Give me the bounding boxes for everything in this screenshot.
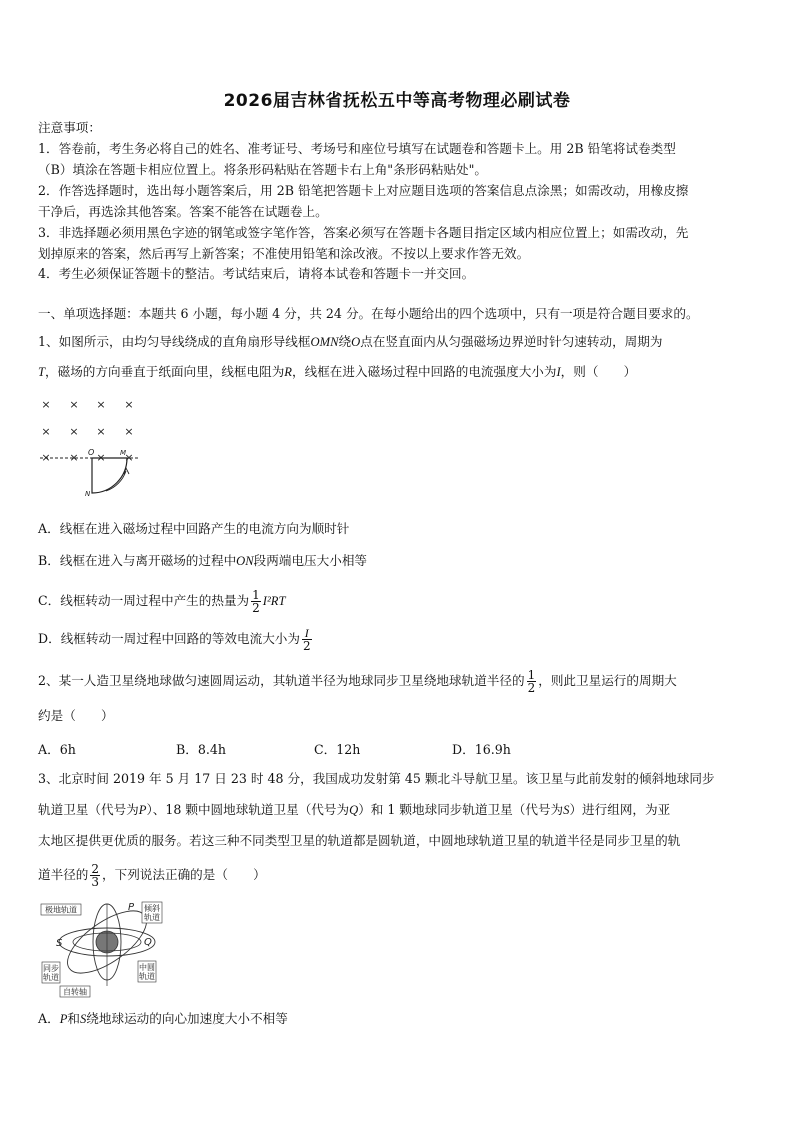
q1-stem-line2 [38, 364, 758, 380]
fraction-denominator: 2 [527, 681, 536, 695]
q1-text: 绕 [338, 334, 352, 349]
magnetic-field-cross: × [69, 398, 79, 411]
fraction-numerator: I [302, 627, 312, 640]
q1-formula: I²RT [262, 594, 286, 608]
sync-orbit-label: 轨道 [43, 973, 59, 982]
q1-option-d [38, 626, 758, 652]
fraction [90, 863, 100, 888]
q3-option-a-text: 绕地球运动的向心加速度大小不相等 [86, 1011, 288, 1026]
q1-text: ，则（ ） [560, 364, 637, 379]
q1-var-o: O [351, 335, 361, 349]
fraction-numerator: 2 [91, 862, 100, 876]
q1-option-d-text: D．线框转动一周过程中回路的等效电流大小为 [38, 631, 300, 646]
fraction-numerator: 1 [527, 668, 536, 682]
q3-orbit-figure [40, 898, 175, 1000]
notice-item-3: 3．非选择题必须用黑色字迹的钢笔或签字笔作答，答案必须写在答题卡各题目指定区域内相应位置上；如需改动，先 [38, 225, 689, 240]
mid-orbit-label: 轨道 [139, 972, 155, 981]
q3-text: ，下列说法正确的是（ ） [102, 867, 266, 882]
q2-text: 2、某一人造卫星绕地球做匀速圆周运动，其轨道半径为地球同步卫星绕地球轨道半径的 [38, 673, 525, 688]
q2-option-c: C．12h [314, 742, 361, 757]
satellite-q-label: Q [144, 937, 152, 948]
q1-var-t: T [38, 365, 46, 379]
q1-option-b [38, 553, 758, 569]
magnetic-field-cross: × [69, 425, 79, 438]
q1-var-i: I [556, 365, 561, 379]
q1-option-a: A．线框在进入磁场过程中回路产生的电流方向为顺时针 [38, 521, 350, 536]
notice-heading: 注意事项： [38, 120, 101, 135]
q3-option-a-text: A． [38, 1011, 60, 1026]
label-n: N [85, 490, 91, 498]
q1-var-r: R [284, 365, 292, 379]
q3-text: ）和 1 颗地球同步轨道卫星（代号为 [358, 802, 564, 817]
notice-item-2: 2．作答选择题时，选出每小题答案后，用 2B 铅笔把答题卡上对应题目选项的答案信息点涂黑；如需改动，用橡皮擦 [38, 183, 689, 198]
q1-text: 点在竖直面内从匀强磁场边界逆时针匀速转动，周期为 [360, 334, 663, 349]
q2-stem-line1 [38, 668, 758, 694]
q2-option-d: D．16.9h [452, 742, 511, 757]
q3-var-p: P [59, 1012, 68, 1026]
q1-var-on: ON [236, 554, 254, 568]
q1-text: ，线框在进入磁场过程中回路的电流强度大小为 [292, 364, 557, 379]
q1-text: ，磁场的方向垂直于纸面向里，线框电阻为 [45, 364, 285, 379]
fraction [302, 627, 312, 652]
mid-orbit-label: 中圆 [139, 963, 155, 972]
fraction-denominator: 2 [302, 639, 311, 653]
q3-text: ）进行组网，为亚 [569, 802, 671, 817]
axis-label: 自转轴 [63, 987, 87, 997]
notice-item-1: 1．答卷前，考生务必将自己的姓名、准考证号、考场号和座位号填写在试题卷和答题卡上。用 2B 铅笔将试卷类型 [38, 141, 676, 156]
sync-orbit-label: 同步 [43, 964, 59, 973]
q3-stem-line3: 太地区提供更优质的服务。若这三种不同类型卫星的轨道都是圆轨道，中圆地球轨道卫星的轨道半径是同步卫星的轨 [38, 833, 681, 848]
fraction [251, 589, 261, 614]
magnetic-field-cross: × [41, 425, 51, 438]
q2-option-a: A．6h [38, 742, 76, 757]
notice-item-3-cont: 划掉原来的答案，然后再写上新答案；不准使用铅笔和涂改液。不按以上要求作答无效。 [38, 246, 530, 261]
q2-text: ，则此卫星运行的周期大 [538, 673, 677, 688]
q1-figure [38, 395, 148, 500]
q3-text: ）、18 颗中圆地球轨道卫星（代号为 [146, 802, 350, 817]
polar-orbit-label: 极地轨道 [45, 905, 77, 915]
magnetic-field-cross: × [41, 451, 51, 464]
section-heading: 一、单项选择题：本题共 6 小题，每小题 4 分，共 24 分。在每小题给出的四个选项中，只有一项是符合题目要求的。 [38, 306, 699, 321]
page-title: 2026届吉林省抚松五中等高考物理必刷试卷 [223, 91, 571, 111]
q3-text: 轨道卫星（代号为 [38, 802, 139, 817]
q2-stem-line2: 约是（ ） [38, 708, 114, 723]
q1-option-c [38, 588, 758, 614]
q3-var-s: S [563, 803, 570, 817]
q3-var-s: S [80, 1012, 87, 1026]
q3-option-a [38, 1011, 758, 1027]
notice-item-2-cont: 干净后，再选涂其他答案。答案不能答在试题卷上。 [38, 204, 328, 219]
satellite-p-label: P [128, 902, 135, 913]
label-m: M [120, 449, 127, 457]
q1-var-omn: OMN [310, 335, 339, 349]
magnetic-field-cross: × [124, 425, 134, 438]
fraction [527, 669, 537, 694]
q3-var-p: P [138, 803, 147, 817]
label-o: O [88, 448, 95, 457]
notice-item-1-cont: （B）填涂在答题卡相应位置上。将条形码粘贴在答题卡右上角"条形码粘贴处"。 [38, 162, 488, 177]
magnetic-field-cross: × [96, 451, 106, 464]
magnetic-field-cross: × [124, 398, 134, 411]
fraction-denominator: 3 [91, 875, 100, 889]
inclined-orbit-label: 轨道 [144, 913, 160, 922]
q3-var-q: Q [349, 803, 359, 817]
q1-text: 1、如图所示，由均匀导线绕成的直角扇形导线框 [38, 334, 311, 349]
q3-option-a-text: 和 [67, 1011, 80, 1026]
q1-option-c-text: C．线框转动一周过程中产生的热量为 [38, 593, 250, 608]
q3-text: 道半径的 [38, 867, 89, 882]
satellite-s-label: S [56, 938, 63, 949]
q1-stem-line1 [38, 334, 758, 350]
q1-option-b-text: B．线框在进入与离开磁场的过程中 [38, 553, 237, 568]
q3-stem-line4 [38, 862, 758, 888]
fraction-denominator: 2 [252, 601, 260, 615]
q3-stem-line2 [38, 802, 758, 818]
inclined-orbit-label: 倾斜 [144, 904, 160, 913]
q2-option-b: B．8.4h [176, 742, 226, 757]
q3-stem-line1: 3、北京时间 2019 年 5 月 17 日 23 时 48 分，我国成功发射第 45 颗北斗导航卫星。该卫星与此前发射的倾斜地球同步 [38, 771, 715, 786]
magnetic-field-cross: × [41, 398, 51, 411]
magnetic-field-cross: × [69, 451, 79, 464]
magnetic-field-cross: × [96, 398, 106, 411]
magnetic-field-cross: × [124, 451, 134, 464]
q1-option-b-text: 段两端电压大小相等 [253, 553, 368, 568]
fraction-numerator: 1 [252, 588, 260, 602]
notice-item-4: 4．考生必须保证答题卡的整洁。考试结束后，请将本试卷和答题卡一并交回。 [38, 266, 475, 281]
magnetic-field-cross: × [96, 425, 106, 438]
